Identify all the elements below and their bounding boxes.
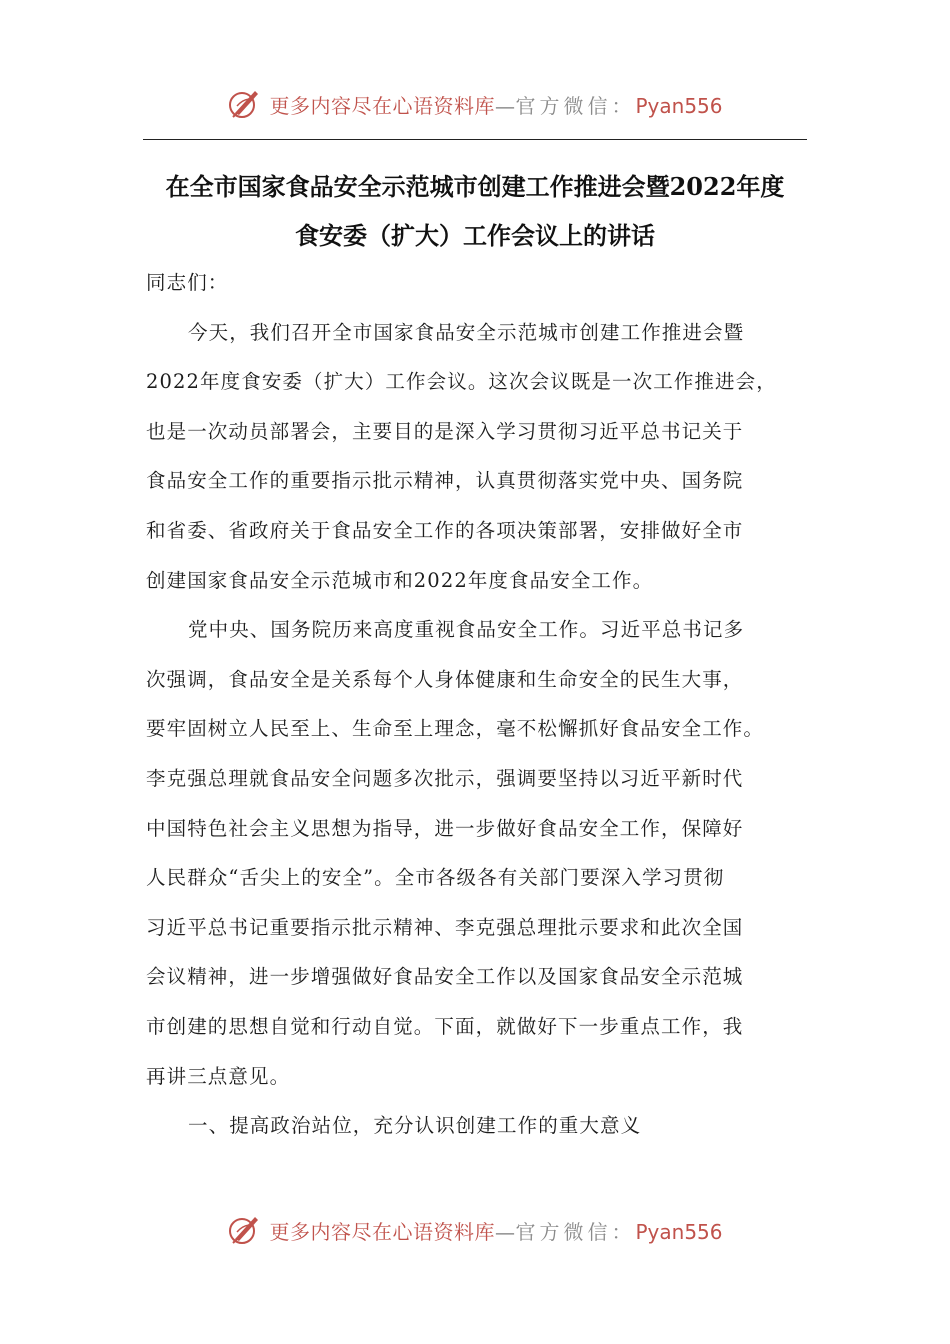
text-line: 次强调，食品安全是关系每个人身体健康和生命安全的民生大事， — [146, 667, 744, 691]
header-watermark — [0, 84, 950, 124]
speech-body — [146, 264, 810, 1157]
text-line: 会议精神，进一步增强做好食品安全工作以及国家食品安全示范城 — [146, 965, 744, 989]
watermark-brand: 更多内容尽在心语资料库 — [269, 1219, 495, 1244]
footer-watermark — [0, 1210, 950, 1250]
text-line: 和省委、省政府关于食品安全工作的各项决策部署，安排做好全市 — [146, 518, 744, 542]
text-line: 市创建的思想自觉和行动自觉。下面，就做好下一步重点工作，我 — [146, 1014, 744, 1038]
text-line: 党中央、国务院历来高度重视食品安全工作。习近平总书记多 — [188, 618, 745, 642]
section-heading: 一、提高政治站位，充分认识创建工作的重大意义 — [188, 1114, 642, 1138]
salutation: 同志们： — [146, 271, 229, 294]
text-line: 创建国家食品安全示范城市和2022年度食品安全工作。 — [146, 568, 654, 592]
watermark-text — [269, 1216, 722, 1245]
watermark-brand: 更多内容尽在心语资料库 — [269, 93, 495, 118]
document-title-line-2: 食安委（扩大）工作会议上的讲话 — [295, 221, 655, 250]
text-line: 也是一次动员部署会，主要目的是深入学习贯彻习近平总书记关于 — [146, 419, 744, 443]
text-line: 人民群众“舌尖上的安全”。全市各级各有关部门要深入学习贯彻 — [146, 866, 725, 890]
watermark-dash: — — [494, 1219, 516, 1244]
text-line: 再讲三点意见。 — [146, 1064, 291, 1088]
text-line: 要牢固树立人民至上、生命至上理念，毫不松懈抓好食品安全工作。 — [146, 717, 765, 741]
quill-logo-icon — [227, 1212, 263, 1248]
watermark-text — [269, 90, 722, 119]
quill-logo-icon — [227, 86, 263, 122]
watermark-official-label: 官方微信： — [515, 1219, 636, 1244]
header-divider — [143, 139, 807, 140]
watermark-dash: — — [494, 93, 516, 118]
watermark-account: Pyan556 — [635, 1219, 723, 1244]
document-title-line-1: 在全市国家食品安全示范城市创建工作推进会暨2022年度 — [165, 172, 785, 201]
text-line: 习近平总书记重要指示批示精神、李克强总理批示要求和此次全国 — [146, 915, 744, 939]
text-line: 中国特色社会主义思想为指导，进一步做好食品安全工作，保障好 — [146, 816, 744, 840]
watermark-official-label: 官方微信： — [515, 93, 636, 118]
text-line: 食品安全工作的重要指示批示精神，认真贯彻落实党中央、国务院 — [146, 469, 744, 493]
watermark-account: Pyan556 — [635, 93, 723, 118]
text-line: 今天，我们召开全市国家食品安全示范城市创建工作推进会暨 — [188, 320, 745, 344]
text-line: 李克强总理就食品安全问题多次批示，强调要坚持以习近平新时代 — [146, 766, 744, 790]
text-line: 2022年度食安委（扩大）工作会议。这次会议既是一次工作推进会， — [146, 370, 777, 394]
